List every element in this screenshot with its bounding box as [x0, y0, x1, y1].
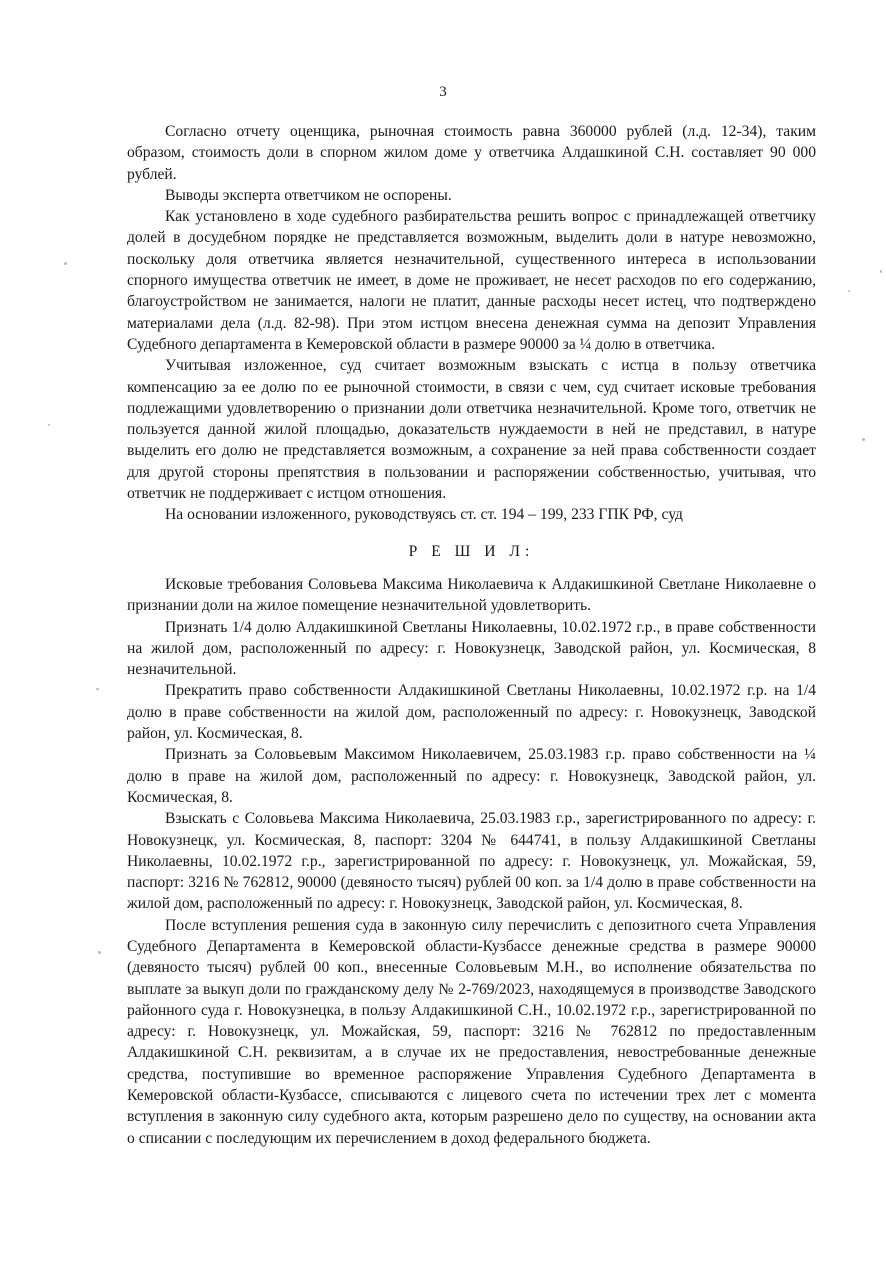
scan-speck: [848, 290, 850, 292]
scan-speck: [96, 688, 99, 690]
paragraph-recover-compensation: Взыскать с Соловьева Максима Николаевича, 25.03.1983 г.р., зарегистрированного по адресу: г. Новокузнецк, ул. Космическая, 8, паспорт: 3204 № 644741, в пользу Алдакишкиной Светланы Николаевны, 10.02.1972 г.р., зарегистрированной по адресу: г. Новокузнецк, ул. Можайская, 59, паспорт: 3216 № 762812, 90000 (девяносто тысяч) рублей 00 коп. за 1/4 долю в праве собственности на жилой дом, расположенный по адресу: г. Новокузнецк, Заводской район, ул. Космическая, 8.: [127, 810, 816, 913]
scan-speck: [48, 424, 50, 426]
scan-speck: [64, 262, 67, 265]
paragraph-terminate-ownership: Прекратить право собственности Алдакишкиной Светланы Николаевны, 10.02.1972 г.р. на 1/4 долю в праве собственности на жилой дом, расположенный по адресу: г. Новокузнецк, Заводской район, ул. Космическая, 8.: [127, 682, 816, 743]
paragraph-court-reasoning: Учитывая изложенное, суд считает возможным взыскать с истца в пользу ответчика компенсацию за ее долю по ее рыночной стоимости, в связи с чем, суд считает исковые требования подлежащими удовлетворению о признании доли ответчика незначительной. Кроме того, ответчик не пользуется данной жилой площадью, доказательств нуждаемости в ней не представил, в натуре выделить его долю не представляется возможным, а сохранение за ней права собственности создает для другой стороны препятствия в пользовании и распоряжении собственностью, учитывая, что ответчик не поддерживает с истцом отношения.: [127, 357, 816, 503]
document-body: [127, 121, 816, 1149]
paragraph-claims-granted: Исковые требования Соловьева Максима Николаевича к Алдакишкиной Светлане Николаевне о признании доли на жилое помещение незначительной удовлетворить.: [127, 575, 816, 615]
scan-speck: [862, 438, 865, 441]
page-number: 3: [439, 84, 447, 100]
paragraph-recognize-ownership: Признать за Соловьевым Максимом Николаевичем, 25.03.1983 г.р. право собственности на ¼ долю в праве на жилой дом, расположенный по адресу: г. Новокузнецк, Заводской район, ул. Космическая, 8.: [127, 746, 816, 806]
paragraph-established-facts: Как установлено в ходе судебного разбирательства решить вопрос с принадлежащей ответчику долей в досудебном порядке не представляется возможным, выделить доли в натуре невозможно, поскольку доля ответчика является незначительной, существенного интереса в использовании спорного имущества ответчик не имеет, в доме не проживает, не несет расходов по его содержанию, благоустройством не занимается, налоги не платит, данные расходы несет истец, что подтверждено материалами дела (л.д. 82-98). При этом истцом внесена денежная сумма на депозит Управления Судебного департамента в Кемеровской области в размере 90000 за ¼ долю в ответчика.: [127, 208, 816, 353]
verdict-heading: Р Е Ш И Л:: [408, 542, 535, 560]
scan-speck: [98, 951, 101, 954]
paragraph-appraisal: Согласно отчету оценщика, рыночная стоимость равна 360000 рублей (л.д. 12-34), таким образом, стоимость доли в спорном жилом доме у ответчика Алдашкиной С.Н. составляет 90 000 рублей.: [127, 123, 816, 183]
scan-speck: [880, 270, 882, 273]
paragraph-deposit-transfer: После вступления решения суда в законную силу перечислить с депозитного счета Управления Судебного Департамента в Кемеровской области-Кузбассе денежные средства в размере 90000 (девяносто тысяч) рублей 00 коп., внесенные Соловьевым М.Н., во исполнение обязательства по выплате за выкуп доли по гражданскому делу № 2-769/2023, находящемуся в производстве Заводского районного суда г. Новокузнецка, в пользу Алдакишкиной С.Н., 10.02.1972 г.р., зарегистрированной по адресу: г. Новокузнецк, ул. Можайская, 59, паспорт: 3216 № 762812 по предоставленным Алдакишкиной С.Н. реквизитам, а в случае их не предоставления, невостребованные денежные средства, поступившие во временное распоряжение Управления Судебного Департамента в Кемеровской области-Кузбассе, списываются с лицевого счета по истечении трех лет с момента вступления в законную силу судебного акта, которым разрешено дело по существу, на основании акта о списании с последующим их перечислением в доход федерального бюджета.: [127, 916, 816, 1147]
paragraph-share-insignificant: Признать 1/4 долю Алдакишкиной Светланы Николаевны, 10.02.1972 г.р., в праве собственности на жилой дом, расположенный по адресу: г. Новокузнецк, Заводской район, ул. Космическая, 8 незначительной.: [127, 618, 816, 679]
paragraph-expert-conclusions: Выводы эксперта ответчиком не оспорены.: [165, 186, 452, 204]
paragraph-legal-basis: На основании изложенного, руководствуясь ст. ст. 194 – 199, 233 ГПК РФ, суд: [165, 506, 683, 524]
